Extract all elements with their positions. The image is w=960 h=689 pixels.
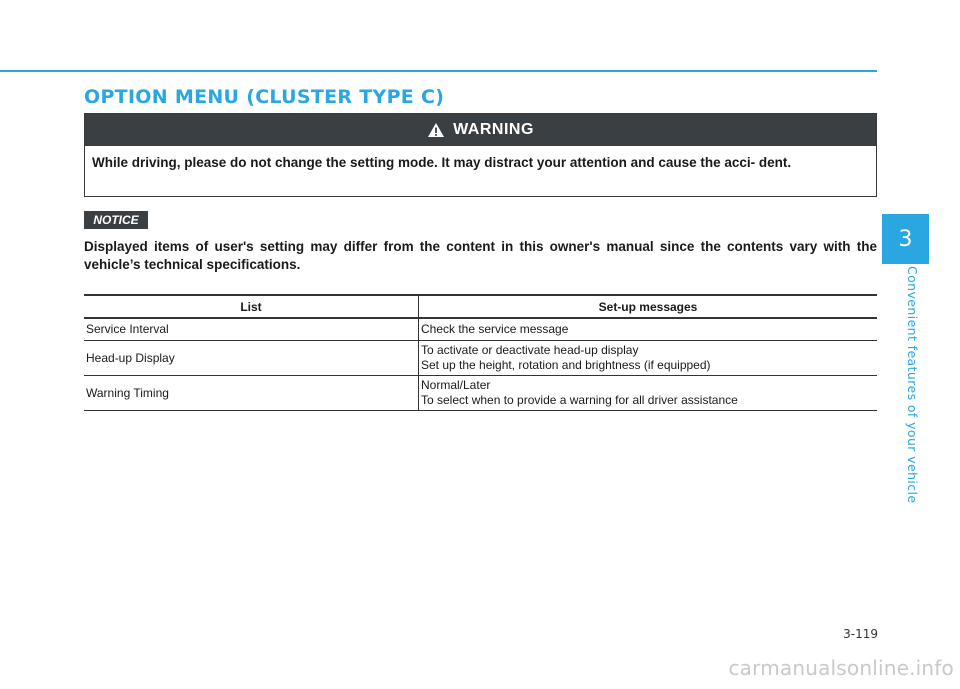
message-line: Set up the height, rotation and brightness (if equipped)	[421, 358, 711, 372]
row-message	[419, 318, 878, 341]
message-line: To select when to provide a warning for all driver assistance	[421, 393, 738, 407]
row-item: Service Interval	[84, 318, 419, 341]
header-setup-messages: Set-up messages	[419, 295, 878, 318]
row-item: Warning Timing	[84, 376, 419, 411]
warning-triangle-icon	[427, 122, 445, 138]
chapter-label: Convenient features of your vehicle	[905, 266, 920, 504]
page-number: 3-119	[843, 627, 878, 641]
row-item: Head-up Display	[84, 341, 419, 376]
warning-header	[85, 114, 876, 146]
notice-badge: NOTICE	[84, 211, 148, 229]
table-header-row	[84, 295, 877, 318]
header-list: List	[84, 295, 419, 318]
message-line: Check the service message	[421, 322, 569, 336]
warning-text: While driving, please do not change the setting mode. It may distract your attention and cause the acci- dent.	[92, 155, 792, 170]
top-rule	[0, 70, 877, 72]
settings-table	[84, 294, 877, 411]
row-message	[419, 341, 878, 376]
table-row	[84, 376, 877, 411]
watermark: carmanualsonline.info	[728, 656, 954, 680]
warning-title: WARNING	[453, 121, 534, 138]
table-row	[84, 318, 877, 341]
notice-text: Displayed items of user's setting may differ from the content in this owner's manual since the contents vary with the vehicle’s technical specifications.	[84, 239, 877, 272]
message-line: To activate or deactivate head-up display	[421, 343, 639, 357]
table-row	[84, 341, 877, 376]
row-message	[419, 376, 878, 411]
message-line: Normal/Later	[421, 378, 491, 392]
chapter-tab: 3	[882, 214, 929, 264]
section-title: OPTION MENU (CLUSTER TYPE C)	[84, 86, 445, 108]
warning-box	[84, 113, 877, 197]
